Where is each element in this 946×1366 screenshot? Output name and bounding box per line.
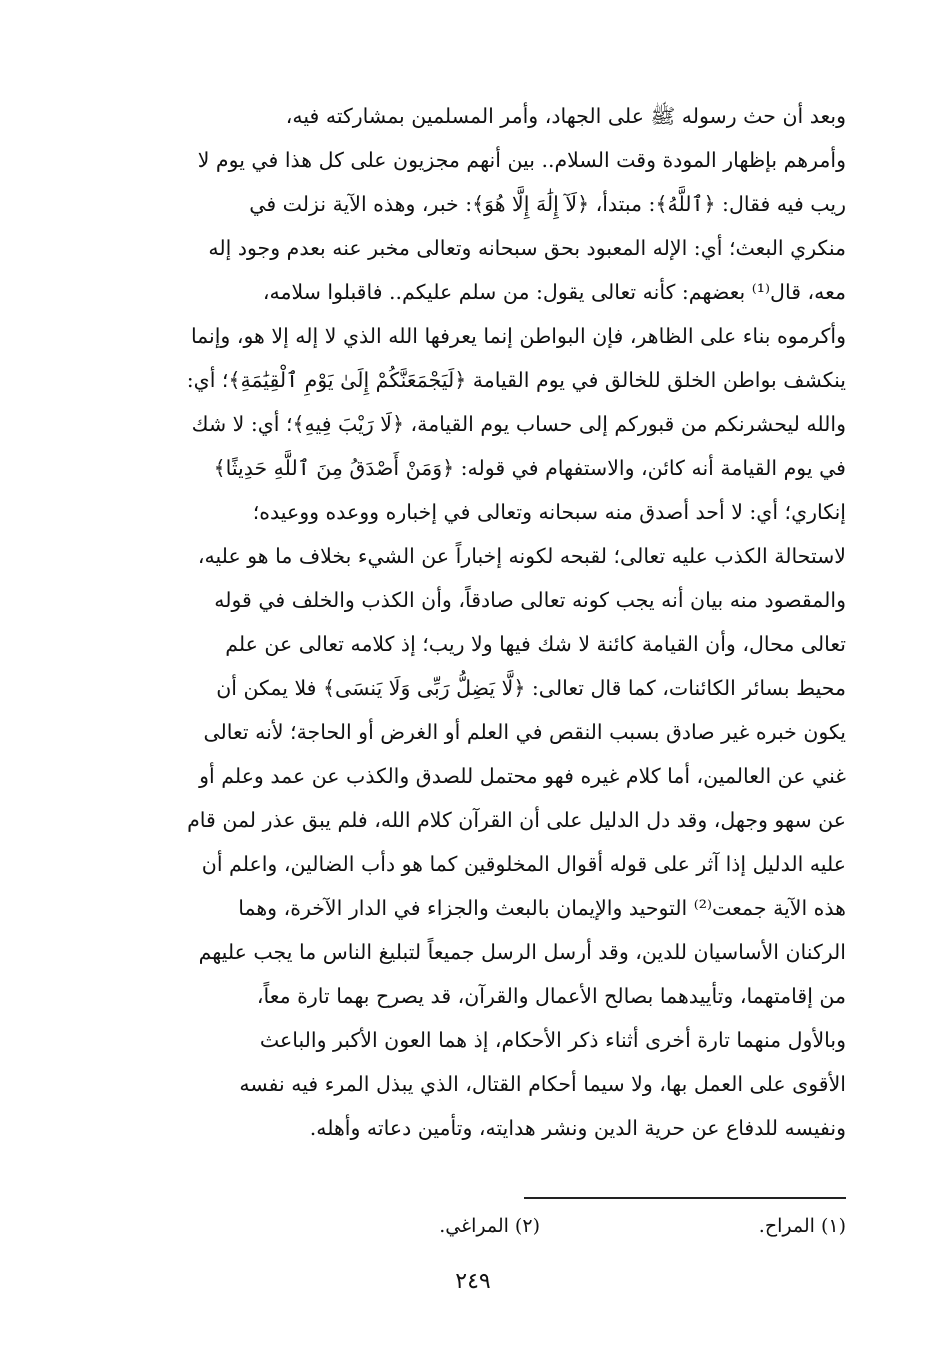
text-line-12: والمقصود منه بيان أنه يجب كونه تعالى صادقاً، وأن الكذب والخلف في قوله — [214, 588, 846, 612]
page-number: ٢٤٩ — [455, 1269, 491, 1294]
text-line-13: تعالى محال، وأن القيامة كائنة لا شك فيها ولا ريب؛ إذ كلامه تعالى عن علم — [225, 632, 846, 656]
text-line-18: عليه الدليل إذا آثر على قوله أقوال المخلوقين كما هو دأب الضالين، واعلم أن — [201, 852, 846, 876]
footnote-1: (١) المراح. — [758, 1215, 846, 1237]
text-line-6: وأكرموه بناء على الظاهر، فإن البواطن إنما يعرفها الله الذي لا إله إلا هو، وإنما — [190, 324, 846, 348]
text-line-11: لاستحالة الكذب عليه تعالى؛ لقبحه لكونه إخباراً عن الشيء بخلاف ما هو عليه، — [197, 544, 846, 568]
body-text — [80, 94, 846, 1150]
text-line-9: في يوم القيامة أنه كائن، والاستفهام في قوله: ﴿وَمَنْ أَصْدَقُ مِنَ ٱللَّهِ حَدِيثًا﴾ — [213, 456, 846, 480]
text-line-5: معه، قال⁽¹⁾ بعضهم: كأنه تعالى يقول: من سلم عليكم.. فاقبلوا سلامه، — [262, 280, 846, 304]
text-line-22: وبالأول منهما تارة أخرى أثناء ذكر الأحكام، إذ هما العون الأكبر والباعث — [259, 1028, 846, 1052]
text-line-20: الركنان الأساسيان للدين، وقد أرسل الرسل جميعاً لتبليغ الناس ما يجب عليهم — [198, 940, 846, 964]
footnote-separator — [524, 1197, 846, 1199]
footnotes — [80, 1208, 846, 1244]
text-line-15: يكون خبره غير صادق بسبب النقص في العلم أو الغرض أو الحاجة؛ لأنه تعالى — [203, 720, 846, 744]
text-line-4: منكري البعث؛ أي: الإله المعبود بحق سبحانه وتعالى مخبر عنه بعدم وجود إله — [208, 236, 846, 260]
footnote-2: (٢) المراغي. — [439, 1215, 540, 1237]
text-line-19: هذه الآية جمعت⁽²⁾ التوحيد والإيمان بالبعث والجزاء في الدار الآخرة، وهما — [238, 896, 846, 920]
text-line-1: وبعد أن حث رسوله ﷺ على الجهاد، وأمر المسلمين بمشاركته فيه، — [285, 104, 846, 128]
text-line-17: عن سهو وجهل، وقد دل الدليل على أن القرآن كلام الله، فلم يبق عذر لمن قام — [187, 808, 846, 832]
text-line-21: من إقامتهما، وتأييدهما بصالح الأعمال والقرآن، قد يصرح بهما تارة معاً، — [256, 984, 846, 1008]
text-line-10: إنكاري؛ أي: لا أحد أصدق منه سبحانه وتعالى في إخباره ووعده ووعيده؛ — [252, 500, 846, 524]
text-line-16: غني عن العالمين، أما كلام غيره فهو محتمل للصدق والكذب عن عمد وعلم أو — [199, 764, 846, 788]
text-line-8: والله ليحشرنكم من قبوركم إلى حساب يوم القيامة، ﴿لَا رَيْبَ فِيهِ﴾؛ أي: لا شك — [191, 412, 846, 436]
text-line-24: ونفيسه للدفاع عن حرية الدين ونشر هدايته، وتأمين دعاته وأهله. — [309, 1116, 846, 1140]
text-line-2: وأمرهم بإظهار المودة وقت السلام.. بين أنهم مجزيون على كل هذا في يوم لا — [197, 148, 846, 172]
text-line-23: الأقوى على العمل بها، ولا سيما أحكام القتال، الذي يبذل المرء فيه نفسه — [239, 1072, 846, 1096]
text-line-7: ينكشف بواطن الخلق للخالق في يوم القيامة ﴿لَيَجْمَعَنَّكُمْ إِلَىٰ يَوْمِ ٱلْقِيَٰمَةِ﴾؛ أي: — [186, 368, 846, 392]
text-line-14: محيط بسائر الكائنات، كما قال تعالى: ﴿لَّا يَضِلُّ رَبِّى وَلَا يَنسَى﴾ فلا يمكن أن — [216, 676, 846, 700]
text-line-3: ريب فيه فقال: ﴿ٱللَّهُ﴾: مبتدأ، ﴿لَآ إِلَٰهَ إِلَّا هُوَ﴾: خبر، وهذه الآية نزلت في — [249, 192, 846, 216]
